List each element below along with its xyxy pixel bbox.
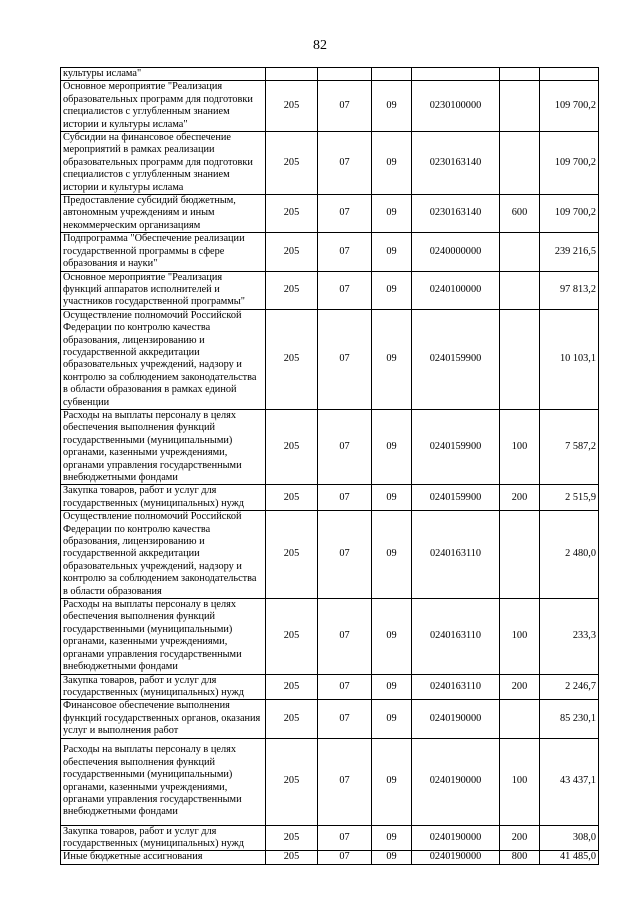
cell-target-article: 0230100000 — [412, 81, 500, 132]
budget-table — [60, 67, 599, 865]
cell-section: 07 — [318, 132, 372, 195]
cell-target-article: 0240100000 — [412, 271, 500, 309]
table-row — [61, 68, 599, 81]
cell-amount: 2 246,7 — [540, 674, 599, 700]
table-row — [61, 233, 599, 271]
cell-name: Финансовое обеспечение выполнения функций государственных органов, оказания услуг и выполнения работ — [61, 700, 266, 738]
cell-expense-type: 800 — [500, 851, 540, 864]
cell-name: Основное мероприятие "Реализация функций аппаратов исполнителей и участников государственной программы" — [61, 271, 266, 309]
cell-section — [318, 68, 372, 81]
cell-ministry: 205 — [266, 309, 318, 409]
cell-section: 07 — [318, 674, 372, 700]
table-row — [61, 599, 599, 674]
cell-expense-type: 100 — [500, 409, 540, 484]
cell-name: Закупка товаров, работ и услуг для государственных (муниципальных) нужд — [61, 674, 266, 700]
cell-name: Закупка товаров, работ и услуг для государственных (муниципальных) нужд — [61, 825, 266, 851]
cell-ministry: 205 — [266, 674, 318, 700]
cell-expense-type: 200 — [500, 485, 540, 511]
cell-name: Расходы на выплаты персоналу в целях обеспечения выполнения функций государственными (муниципальными) органами, казенными учреждениями, органами управления государственными внебюджетными фондами — [61, 409, 266, 484]
cell-ministry: 205 — [266, 132, 318, 195]
table-row — [61, 195, 599, 233]
cell-expense-type — [500, 132, 540, 195]
table-row — [61, 81, 599, 132]
cell-ministry: 205 — [266, 233, 318, 271]
cell-section: 07 — [318, 309, 372, 409]
table-row — [61, 738, 599, 825]
cell-subsection: 09 — [372, 825, 412, 851]
cell-name: Осуществление полномочий Российской Федерации по контролю качества образования, лицензированию и государственной аккредитации образовательных учреждений, надзору и контролю за соблюдением законодательства в области образования в рамках единой субвенции — [61, 309, 266, 409]
cell-amount: 85 230,1 — [540, 700, 599, 738]
cell-name: Расходы на выплаты персоналу в целях обеспечения выполнения функций государственными (муниципальными) органами, казенными учреждениями, органами управления государственными внебюджетными фондами — [61, 599, 266, 674]
cell-name: культуры ислама" — [61, 68, 266, 81]
cell-ministry: 205 — [266, 599, 318, 674]
cell-subsection: 09 — [372, 233, 412, 271]
cell-subsection: 09 — [372, 511, 412, 599]
cell-amount — [540, 68, 599, 81]
cell-ministry: 205 — [266, 511, 318, 599]
cell-amount: 233,3 — [540, 599, 599, 674]
cell-target-article: 0230163140 — [412, 195, 500, 233]
cell-section: 07 — [318, 271, 372, 309]
table-body — [61, 68, 599, 865]
cell-amount: 239 216,5 — [540, 233, 599, 271]
cell-target-article: 0240159900 — [412, 309, 500, 409]
cell-amount: 43 437,1 — [540, 738, 599, 825]
cell-target-article: 0240190000 — [412, 700, 500, 738]
cell-subsection: 09 — [372, 599, 412, 674]
cell-subsection — [372, 68, 412, 81]
cell-target-article: 0240163110 — [412, 511, 500, 599]
cell-section: 07 — [318, 599, 372, 674]
cell-expense-type — [500, 233, 540, 271]
cell-amount: 109 700,2 — [540, 195, 599, 233]
cell-amount: 41 485,0 — [540, 851, 599, 864]
cell-amount: 109 700,2 — [540, 132, 599, 195]
table-row — [61, 851, 599, 864]
cell-subsection: 09 — [372, 271, 412, 309]
cell-subsection: 09 — [372, 738, 412, 825]
cell-subsection: 09 — [372, 485, 412, 511]
cell-section: 07 — [318, 485, 372, 511]
cell-expense-type: 100 — [500, 599, 540, 674]
table-row — [61, 825, 599, 851]
page-number: 82 — [313, 38, 327, 53]
cell-section: 07 — [318, 700, 372, 738]
cell-subsection: 09 — [372, 674, 412, 700]
cell-name: Основное мероприятие "Реализация образовательных программ для подготовки специалистов с углубленным знанием истории и культуры ислама" — [61, 81, 266, 132]
table-row — [61, 674, 599, 700]
cell-section: 07 — [318, 851, 372, 864]
cell-ministry — [266, 68, 318, 81]
cell-expense-type — [500, 309, 540, 409]
cell-expense-type — [500, 271, 540, 309]
cell-ministry: 205 — [266, 851, 318, 864]
cell-expense-type — [500, 511, 540, 599]
cell-ministry: 205 — [266, 271, 318, 309]
cell-section: 07 — [318, 825, 372, 851]
cell-target-article: 0240000000 — [412, 233, 500, 271]
cell-expense-type — [500, 68, 540, 81]
table-row — [61, 511, 599, 599]
cell-section: 07 — [318, 511, 372, 599]
table-row — [61, 132, 599, 195]
cell-name: Предоставление субсидий бюджетным, автономным учреждениям и иным некоммерческим организациям — [61, 195, 266, 233]
cell-ministry: 205 — [266, 81, 318, 132]
cell-target-article: 0230163140 — [412, 132, 500, 195]
cell-name: Расходы на выплаты персоналу в целях обеспечения выполнения функций государственными (муниципальными) органами, казенными учреждениями, органами управления государственными внебюджетными фондами — [61, 738, 266, 825]
cell-target-article: 0240163110 — [412, 674, 500, 700]
cell-amount: 7 587,2 — [540, 409, 599, 484]
cell-amount: 2 515,9 — [540, 485, 599, 511]
cell-amount: 109 700,2 — [540, 81, 599, 132]
cell-section: 07 — [318, 233, 372, 271]
cell-target-article — [412, 68, 500, 81]
cell-amount: 10 103,1 — [540, 309, 599, 409]
cell-expense-type: 100 — [500, 738, 540, 825]
cell-subsection: 09 — [372, 409, 412, 484]
cell-target-article: 0240190000 — [412, 825, 500, 851]
cell-target-article: 0240163110 — [412, 599, 500, 674]
cell-target-article: 0240159900 — [412, 409, 500, 484]
cell-subsection: 09 — [372, 195, 412, 233]
cell-section: 07 — [318, 738, 372, 825]
cell-subsection: 09 — [372, 851, 412, 864]
cell-expense-type — [500, 700, 540, 738]
cell-expense-type: 200 — [500, 825, 540, 851]
cell-expense-type — [500, 81, 540, 132]
cell-subsection: 09 — [372, 309, 412, 409]
cell-section: 07 — [318, 81, 372, 132]
cell-target-article: 0240190000 — [412, 851, 500, 864]
table-row — [61, 271, 599, 309]
cell-name: Субсидии на финансовое обеспечение мероприятий в рамках реализации образовательных программ для подготовки специалистов с углубленным знанием истории и культуры ислама — [61, 132, 266, 195]
table-row — [61, 409, 599, 484]
cell-subsection: 09 — [372, 132, 412, 195]
cell-subsection: 09 — [372, 700, 412, 738]
cell-target-article: 0240190000 — [412, 738, 500, 825]
cell-ministry: 205 — [266, 738, 318, 825]
cell-ministry: 205 — [266, 485, 318, 511]
cell-name: Осуществление полномочий Российской Федерации по контролю качества образования, лицензированию и государственной аккредитации образовательных учреждений, надзору и контролю за соблюдением законодательства в области образования — [61, 511, 266, 599]
cell-section: 07 — [318, 195, 372, 233]
cell-ministry: 205 — [266, 825, 318, 851]
table-row — [61, 309, 599, 409]
cell-name: Закупка товаров, работ и услуг для государственных (муниципальных) нужд — [61, 485, 266, 511]
cell-ministry: 205 — [266, 409, 318, 484]
cell-amount: 308,0 — [540, 825, 599, 851]
cell-ministry: 205 — [266, 195, 318, 233]
cell-target-article: 0240159900 — [412, 485, 500, 511]
cell-ministry: 205 — [266, 700, 318, 738]
cell-amount: 2 480,0 — [540, 511, 599, 599]
table-row — [61, 485, 599, 511]
cell-subsection: 09 — [372, 81, 412, 132]
cell-amount: 97 813,2 — [540, 271, 599, 309]
cell-expense-type: 200 — [500, 674, 540, 700]
cell-expense-type: 600 — [500, 195, 540, 233]
cell-name: Подпрограмма "Обеспечение реализации государственной программы в сфере образования и науки" — [61, 233, 266, 271]
cell-name: Иные бюджетные ассигнования — [61, 851, 266, 864]
cell-section: 07 — [318, 409, 372, 484]
table-row — [61, 700, 599, 738]
